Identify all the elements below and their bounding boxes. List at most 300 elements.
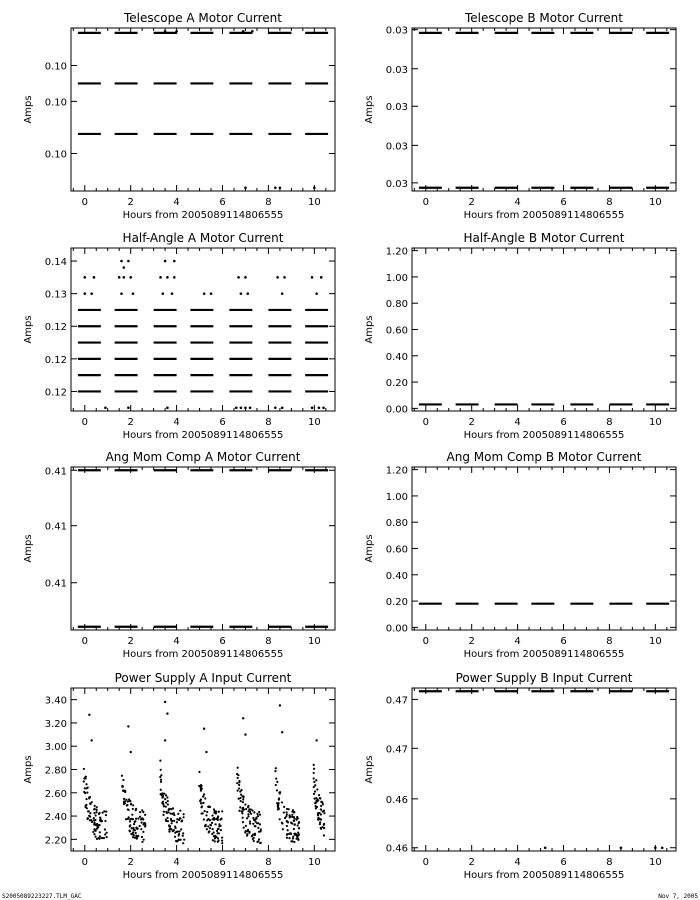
data-point [202, 795, 204, 797]
y-tick-label: 1.20 [385, 246, 408, 258]
plot-frame [71, 467, 335, 630]
y-tick-label: 0.14 [44, 257, 67, 269]
plot-frame [412, 467, 676, 630]
plot-frame [412, 28, 676, 191]
x-tick-label: 10 [648, 417, 662, 428]
data-point [98, 813, 100, 815]
data-outlier-point [166, 406, 169, 409]
data-outlier-point [210, 292, 213, 295]
data-outlier-point [274, 406, 277, 409]
data-point [214, 836, 216, 838]
data-point [279, 818, 281, 820]
x-tick-label: 2 [468, 197, 475, 208]
y-axis-label: Amps [23, 315, 34, 344]
data-point [129, 820, 131, 822]
data-spike-point [127, 725, 129, 727]
data-point [141, 836, 143, 838]
data-point [105, 811, 107, 813]
data-point [212, 828, 214, 830]
data-point [323, 810, 325, 812]
data-point [215, 811, 217, 813]
data-point [99, 831, 101, 833]
data-point [168, 830, 170, 832]
data-point [221, 842, 223, 844]
y-tick-label: 0.40 [385, 570, 408, 582]
y-tick-label: 0.47 [385, 744, 408, 756]
y-axis-label: Amps [364, 315, 375, 344]
data-point [285, 815, 287, 817]
data-point [128, 798, 130, 800]
x-tick-label: 2 [127, 636, 134, 647]
data-point [134, 821, 136, 823]
x-tick-label: 8 [265, 417, 272, 428]
data-point [165, 802, 167, 804]
data-outlier-point [159, 276, 162, 279]
x-axis-label: Hours from 2005089114806555 [122, 649, 284, 660]
data-outlier-point [281, 406, 284, 409]
data-point [221, 836, 223, 838]
y-axis-label: Amps [364, 534, 375, 563]
x-tick-label: 6 [560, 857, 567, 868]
data-point [165, 794, 167, 796]
data-outlier-point [279, 186, 282, 189]
data-point [89, 816, 91, 818]
y-tick-label: 0.03 [385, 25, 408, 37]
plot-frame [71, 28, 335, 191]
data-point [240, 794, 242, 796]
data-point [143, 839, 145, 841]
data-point [240, 800, 242, 802]
x-tick-label: 6 [219, 197, 226, 208]
data-point [176, 821, 178, 823]
y-tick-label: 0.12 [44, 322, 67, 334]
data-outlier-point [83, 276, 86, 279]
data-outlier-point [322, 406, 325, 409]
data-point [104, 828, 106, 830]
data-point [242, 798, 244, 800]
data-outlier-point [544, 846, 547, 849]
data-point [296, 834, 298, 836]
y-tick-label: 0.41 [44, 466, 67, 478]
y-tick-label: 0.47 [385, 695, 408, 707]
footer-date: Nov 7, 2005 [658, 893, 698, 900]
data-point [283, 811, 285, 813]
data-outlier-point [240, 406, 243, 409]
data-point [132, 808, 134, 810]
y-tick-label: 0.41 [44, 521, 67, 533]
y-tick-label: 1.00 [385, 491, 408, 503]
data-point [238, 787, 240, 789]
data-point [216, 817, 218, 819]
y-tick-label: 0.40 [385, 351, 408, 363]
data-point [203, 793, 205, 795]
data-outlier-point [123, 276, 126, 279]
data-point [170, 812, 172, 814]
x-tick-label: 2 [127, 857, 134, 868]
data-outlier-point [240, 292, 243, 295]
data-point [281, 801, 283, 803]
data-point [255, 817, 257, 819]
data-point [254, 834, 256, 836]
data-point [323, 827, 325, 829]
data-point [91, 801, 93, 803]
data-point [323, 834, 325, 836]
data-point [252, 823, 254, 825]
chart-panel-3 [23, 231, 335, 441]
y-tick-label: 3.00 [44, 742, 67, 754]
data-point [286, 813, 288, 815]
data-point [239, 797, 241, 799]
data-point [315, 779, 317, 781]
data-point [252, 817, 254, 819]
data-point [178, 834, 180, 836]
data-point [102, 812, 104, 814]
data-point [102, 837, 104, 839]
data-point [141, 841, 143, 843]
chart-title: Half-Angle A Motor Current [122, 231, 284, 245]
y-tick-label: 0.10 [44, 97, 67, 109]
chart-panel-6 [364, 450, 676, 660]
x-tick-label: 0 [81, 857, 88, 868]
data-point [201, 788, 203, 790]
data-spike-point [166, 712, 168, 714]
data-point [293, 811, 295, 813]
data-point [298, 827, 300, 829]
data-point [124, 791, 126, 793]
data-point [314, 802, 316, 804]
data-point [162, 801, 164, 803]
data-point [291, 816, 293, 818]
data-point [174, 827, 176, 829]
y-tick-label: 0.03 [385, 178, 408, 190]
data-point [275, 784, 277, 786]
data-spike-point [315, 739, 317, 741]
data-point [293, 817, 295, 819]
data-point [86, 818, 88, 820]
data-outlier-point [164, 260, 167, 263]
data-point [127, 818, 129, 820]
x-tick-label: 6 [560, 636, 567, 647]
data-point [89, 812, 91, 814]
data-point [316, 788, 318, 790]
data-point [173, 814, 175, 816]
x-tick-label: 10 [648, 857, 662, 868]
data-point [170, 808, 172, 810]
y-tick-label: 0.12 [44, 354, 67, 366]
data-point [84, 792, 86, 794]
data-point [182, 835, 184, 837]
data-point [260, 842, 262, 844]
data-outlier-point [246, 292, 249, 295]
data-point [200, 802, 202, 804]
data-outlier-point [311, 276, 314, 279]
data-point [133, 823, 135, 825]
data-point [179, 810, 181, 812]
data-point [320, 828, 322, 830]
data-point [275, 767, 277, 769]
x-axis-label: Hours from 2005089114806555 [463, 649, 625, 660]
data-point [323, 824, 325, 826]
x-tick-label: 2 [127, 197, 134, 208]
x-tick-label: 2 [468, 857, 475, 868]
data-point [288, 808, 290, 810]
data-point [182, 842, 184, 844]
data-point [95, 814, 97, 816]
data-point [132, 831, 134, 833]
data-point [122, 779, 124, 781]
data-point [250, 813, 252, 815]
data-outlier-point [162, 292, 165, 295]
data-point [257, 827, 259, 829]
data-point [173, 820, 175, 822]
data-point [179, 817, 181, 819]
data-point [182, 832, 184, 834]
data-point [86, 791, 88, 793]
data-point [295, 838, 297, 840]
chart-panel-7 [23, 671, 335, 881]
data-outlier-point [320, 276, 323, 279]
data-point [292, 809, 294, 811]
data-point [141, 809, 143, 811]
data-point [141, 817, 143, 819]
x-tick-label: 4 [514, 857, 521, 868]
data-point [238, 784, 240, 786]
data-point [132, 818, 134, 820]
chart-panel-8 [364, 671, 676, 881]
x-axis-label: Hours from 2005089114806555 [463, 870, 625, 881]
data-point [183, 813, 185, 815]
x-tick-label: 8 [606, 417, 613, 428]
data-point [213, 817, 215, 819]
data-outlier-point [244, 276, 247, 279]
data-point [318, 794, 320, 796]
data-point [206, 819, 208, 821]
data-point [123, 798, 125, 800]
data-point [125, 818, 127, 820]
data-spike-point [129, 751, 131, 753]
data-point [129, 830, 131, 832]
x-tick-label: 8 [265, 857, 272, 868]
y-tick-label: 0.80 [385, 518, 408, 530]
data-point [217, 841, 219, 843]
data-point [174, 836, 176, 838]
data-point [166, 796, 168, 798]
data-outlier-point [244, 406, 247, 409]
y-tick-label: 3.20 [44, 718, 67, 730]
data-point [281, 822, 283, 824]
data-point [121, 775, 123, 777]
data-point [167, 803, 169, 805]
data-outlier-point [203, 292, 206, 295]
data-outlier-point [281, 292, 284, 295]
data-point [129, 825, 131, 827]
data-point [320, 809, 322, 811]
y-tick-label: 1.00 [385, 272, 408, 284]
data-point [258, 811, 260, 813]
data-point [315, 805, 317, 807]
data-outlier-point [118, 276, 121, 279]
data-point [298, 834, 300, 836]
data-point [260, 828, 262, 830]
data-point [94, 808, 96, 810]
chart-panel-1 [23, 11, 335, 221]
y-axis-label: Amps [23, 95, 34, 124]
data-point [256, 813, 258, 815]
y-tick-label: 0.20 [385, 597, 408, 609]
chart-panel-2 [364, 11, 676, 221]
y-tick-label: 0.13 [44, 289, 67, 301]
data-point [88, 797, 90, 799]
x-tick-label: 10 [307, 197, 321, 208]
x-axis-label: Hours from 2005089114806555 [463, 210, 625, 221]
data-point [315, 797, 317, 799]
data-point [298, 821, 300, 823]
data-spike-point [242, 717, 244, 719]
data-point [182, 816, 184, 818]
y-axis-label: Amps [364, 755, 375, 784]
data-point [205, 814, 207, 816]
data-point [297, 824, 299, 826]
data-point [292, 835, 294, 837]
data-spike-point [205, 751, 207, 753]
data-outlier-point [104, 406, 107, 409]
data-point [201, 812, 203, 814]
y-axis-label: Amps [23, 755, 34, 784]
data-point [83, 780, 85, 782]
data-point [205, 824, 207, 826]
y-axis-label: Amps [364, 95, 375, 124]
x-tick-label: 0 [422, 857, 429, 868]
data-point [98, 824, 100, 826]
y-tick-label: 2.20 [44, 835, 67, 847]
data-point [131, 827, 133, 829]
data-point [275, 778, 277, 780]
y-tick-label: 0.10 [44, 149, 67, 161]
data-point [179, 839, 181, 841]
data-point [291, 814, 293, 816]
data-outlier-point [311, 406, 314, 409]
data-point [244, 803, 246, 805]
data-point [140, 822, 142, 824]
data-outlier-point [175, 30, 178, 33]
data-point [254, 821, 256, 823]
data-point [214, 840, 216, 842]
data-point [87, 810, 89, 812]
chart-title: Ang Mom Comp A Motor Current [105, 450, 301, 464]
data-outlier-point [313, 186, 316, 189]
data-outlier-point [318, 406, 321, 409]
data-outlier-point [127, 406, 130, 409]
x-tick-label: 2 [468, 636, 475, 647]
data-point [135, 835, 137, 837]
data-point [90, 819, 92, 821]
data-point [256, 841, 258, 843]
data-point [212, 839, 214, 841]
plot-frame [71, 248, 335, 411]
data-point [242, 821, 244, 823]
data-point [314, 790, 316, 792]
data-outlier-point [132, 292, 135, 295]
data-point [211, 822, 213, 824]
data-point [316, 800, 318, 802]
x-tick-label: 8 [265, 636, 272, 647]
data-point [287, 829, 289, 831]
data-point [85, 798, 87, 800]
data-point [313, 781, 315, 783]
data-point [139, 816, 141, 818]
data-point [207, 825, 209, 827]
data-point [104, 820, 106, 822]
chart-title: Ang Mom Comp B Motor Current [446, 450, 642, 464]
data-point [211, 814, 213, 816]
chart-title: Half-Angle B Motor Current [463, 231, 625, 245]
data-point [106, 832, 108, 834]
data-point [297, 839, 299, 841]
chart-panel-4 [364, 231, 676, 441]
data-point [247, 813, 249, 815]
data-point [176, 818, 178, 820]
x-axis-label: Hours from 2005089114806555 [122, 210, 284, 221]
footer-filename: S2005089223227.TLM_GAC [2, 893, 82, 900]
data-point [246, 817, 248, 819]
x-tick-label: 0 [81, 197, 88, 208]
data-point [286, 834, 288, 836]
data-point [218, 825, 220, 827]
data-point [274, 770, 276, 772]
data-point [286, 837, 288, 839]
x-tick-label: 6 [219, 857, 226, 868]
y-tick-label: 0.80 [385, 299, 408, 311]
data-point [140, 828, 142, 830]
data-point [217, 828, 219, 830]
data-point [183, 839, 185, 841]
data-point [237, 789, 239, 791]
data-point [166, 817, 168, 819]
x-tick-label: 8 [265, 197, 272, 208]
data-point [247, 829, 249, 831]
x-axis-label: Hours from 2005089114806555 [122, 430, 284, 441]
plot-frame [71, 688, 335, 851]
y-tick-label: 0.46 [385, 794, 408, 806]
data-point [259, 814, 261, 816]
data-point [313, 768, 315, 770]
data-spike-point [203, 728, 205, 730]
data-point [134, 829, 136, 831]
x-tick-label: 4 [173, 857, 180, 868]
data-point [139, 825, 141, 827]
data-point [127, 808, 129, 810]
data-point [259, 823, 261, 825]
data-spike-point [244, 733, 246, 735]
y-tick-label: 2.80 [44, 765, 67, 777]
x-axis-label: Hours from 2005089114806555 [122, 870, 284, 881]
data-outlier-point [315, 292, 318, 295]
y-tick-label: 0.03 [385, 141, 408, 153]
data-point [198, 771, 200, 773]
data-point [160, 769, 162, 771]
data-point [216, 830, 218, 832]
data-point [286, 825, 288, 827]
data-point [137, 817, 139, 819]
data-point [218, 811, 220, 813]
data-point [243, 827, 245, 829]
x-tick-label: 4 [173, 417, 180, 428]
data-point [104, 833, 106, 835]
data-point [93, 812, 95, 814]
data-point [200, 784, 202, 786]
data-point [160, 774, 162, 776]
data-point [133, 834, 135, 836]
